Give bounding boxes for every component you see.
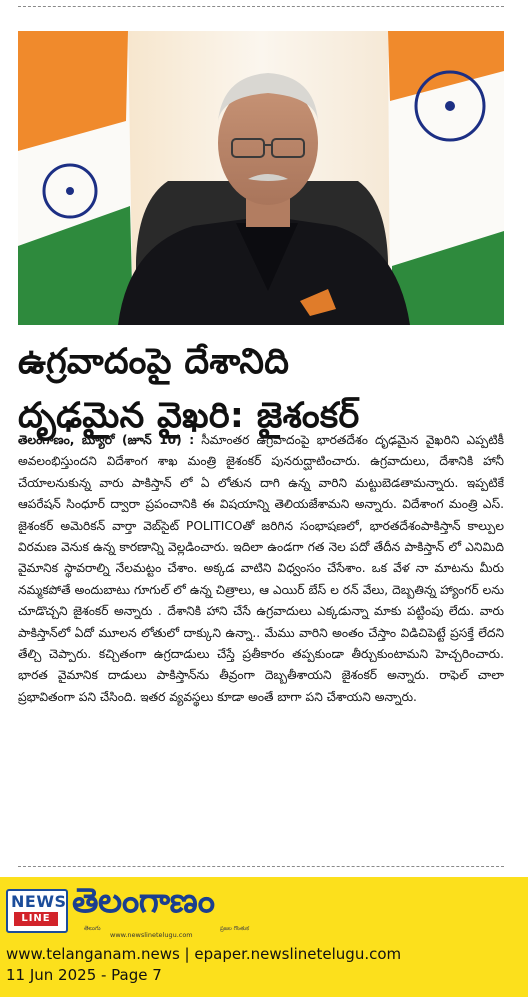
dateline: తెలంగాణం, బ్యూరో (జూన్ 10) : bbox=[18, 433, 195, 447]
headline-line-2: దృఢమైన వైఖరి: జైశంకర్ bbox=[18, 396, 360, 436]
paper-name: తెలంగాణం bbox=[72, 881, 215, 921]
logo-tagline: ప్రజల గొంతుక bbox=[220, 926, 250, 932]
headline bbox=[18, 335, 510, 443]
minister-portrait-image bbox=[18, 31, 504, 325]
masthead-logo bbox=[6, 881, 276, 942]
bottom-divider bbox=[18, 866, 504, 867]
newsline-logo-line: LINE bbox=[14, 912, 58, 926]
website-links: www.telanganam.news | epaper.newslinetelugu.com bbox=[6, 945, 402, 963]
newsline-logo-news: NEWS bbox=[11, 892, 67, 911]
article-photo bbox=[18, 31, 504, 325]
top-divider bbox=[18, 6, 504, 7]
article-text: సీమాంతర ఉగ్రవాదంపై భారతదేశం దృఢమైన వైఖరిని ఎప్పటికీ అవలంభిస్తుందని విదేశాంగ శాఖ మంత్రి జైశంకర్ పునరుద్ఘాటించారు. ఉగ్రవాదులు, దేశానికి హానీ చేయాలనుకున్న వారు పాకిస్తాన్ లో ఏ లోతున దాగి ఉన్న వారిని మట్టుబెడతామన్నారు. ఇప్పటికే ఆపరేషన్ సింధూర్ ద్వారా ప్రపంచానికి ఈ విషయాన్ని తెలియజేశామని అన్నారు. విదేశాంగ మంత్రి ఎస్. జైశంకర్ అమెరికన్ వార్తా వెబ్‌సైట్ POLITICOతో జరిగిన సంభాషణలో, భారతదేశంపాకిస్తాన్ కాల్పుల విరమణ వెనుక ఉన్న కారణాన్ని వెల్లడించారు. ఇదిలా ఉండగా గత నెల పదో తేదీన పాకిస్తాన్ లో ఎనిమిది వైమానిక స్థావరాల్ని నేలమట్టం చేశాం. అక్కడ వాటిని విధ్వంసం చేసేశాం. ఒక వేళ నా మాటను మీరు నమ్మకపోతే అందుబాటు గూగుల్ లో ఉన్న చిత్రాలు, ఆ ఎయిర్ బేస్ ల రన్ వేలు, దెబ్బతిన్న హ్యాంగర్ లను చూడొచ్చని జైశంకర్ అన్నారు . దేశానికి హాని చేసే ఉగ్రవాదులు ఎక్కడున్నా మాకు పట్టింపు లేదు. వారు పాకిస్తాన్‌లో ఏదో మూలన లోతులో దాక్కుని ఉన్నా.. మేము వారిని అంతం చేస్తాం విడిచిపెట్టే ప్రసక్తే లేదని తేల్చి చెప్పారు. కచ్చితంగా ఉగ్రదాడులు చేస్తే ప్రతీకారం తప్పకుండా తీర్చుకుంటామని హెచ్చరించారు. భారత వైమానిక దాడులు పాకిస్తాన్‌ను తీవ్రంగా దెబ్బతీశాయని జైశంకర్ అన్నారు. రాఫెల్ చాలా ప్రభావితంగా పని చేసింది. ఇతర వ్యవస్థలు కూడా అంతే బాగా పని చేశాయని అన్నారు. bbox=[18, 433, 504, 704]
newsline-logo-icon bbox=[6, 889, 68, 933]
edition-date: 11 Jun 2025 - Page 7 bbox=[6, 966, 162, 984]
logo-site-caption: www.newslinetelugu.com bbox=[110, 931, 193, 939]
article-body bbox=[18, 430, 504, 708]
footer-banner bbox=[0, 877, 528, 997]
logo-telugu-caption: తెలుగు bbox=[84, 925, 101, 932]
headline-line-1: ఉగ్రవాదంపై దేశానిది bbox=[18, 342, 290, 382]
